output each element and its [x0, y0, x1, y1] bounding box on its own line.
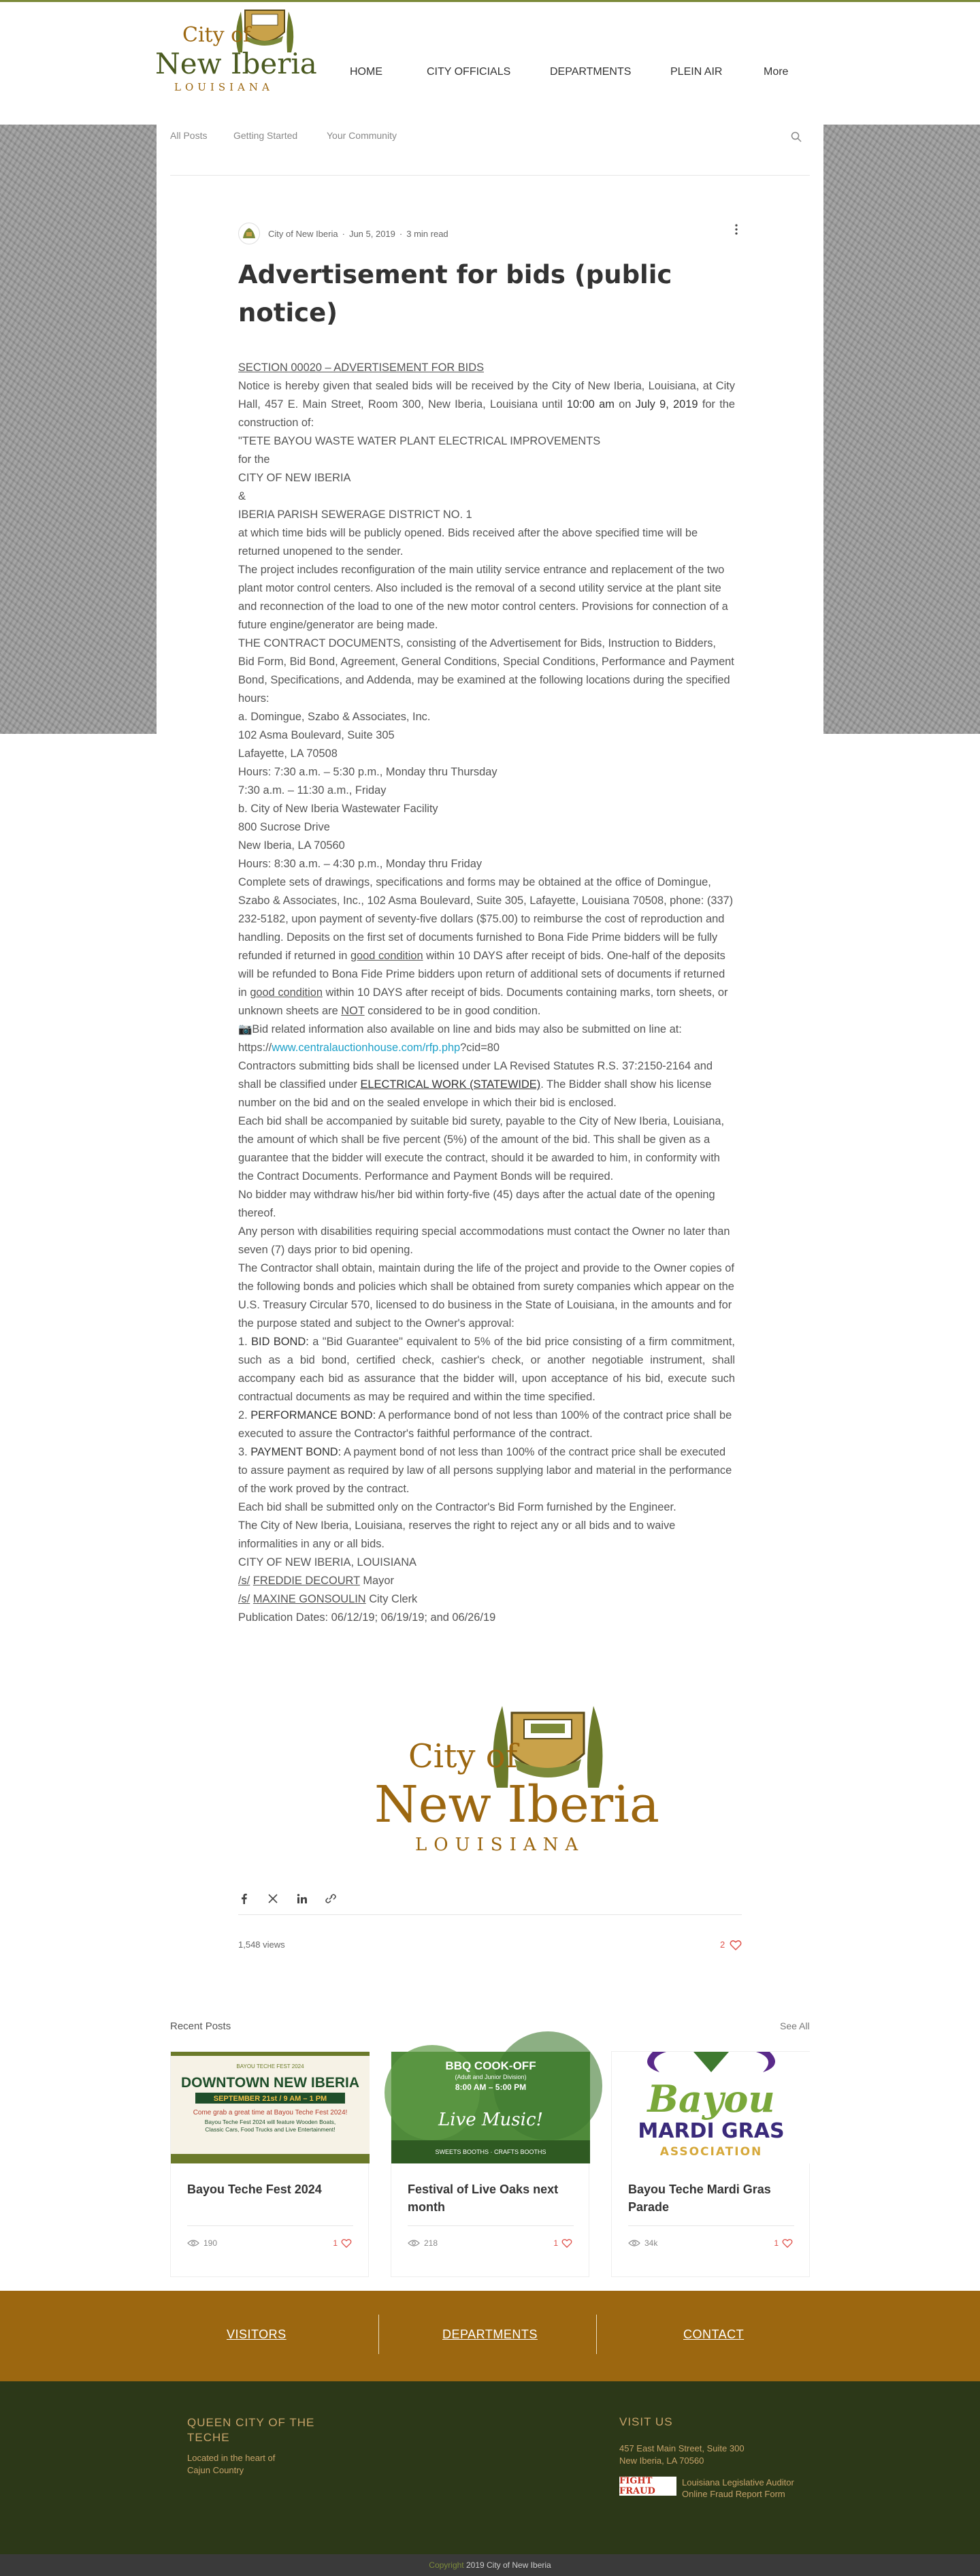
text-line: 800 Sucrose Drive	[238, 821, 330, 833]
nav-plein-air[interactable]: PLEIN AIR	[670, 66, 723, 78]
text-line: New Iberia, LA 70560	[238, 839, 345, 852]
bond-item: 1. BID BOND: a "Bid Guarantee" equivalent to 5% of the bid price consisting of a firm commitment, such as a bid bond, certified check, cashier's check, or another negotiable instrument, shall accompany each bid as assurance that the bidder will, upon acceptance of his bid, execute such contractual documents as may be required and within the time specified.	[238, 1336, 735, 1403]
card-divider	[187, 2225, 353, 2226]
footer-divider	[378, 2315, 379, 2354]
central-auction-link[interactable]: www.centralauctionhouse.com/rfp.php	[272, 1042, 461, 1054]
post-read-time: 3 min read	[406, 228, 448, 239]
post-city-logo	[368, 1692, 659, 1869]
recent-post-card[interactable]	[170, 2051, 369, 2277]
likes-count: 1	[333, 2238, 338, 2248]
logo-name: New Iberia	[155, 47, 317, 80]
paragraph: THE CONTRACT DOCUMENTS, consisting of the Advertisement for Bids, Instruction to Bidders, Bid Form, Bid Bond, Agreement, General Conditions, Special Conditions, Performance and Payment Bond, Specifications, and Addenda, may be examined at the following locations during the specified hours:	[238, 637, 734, 705]
footer-info	[0, 2381, 980, 2554]
meta-separator: ·	[342, 228, 345, 239]
heart-icon[interactable]	[341, 2238, 352, 2248]
x-icon[interactable]	[267, 1893, 278, 1904]
banner-date: 8:00 AM – 5:00 PM	[455, 2082, 527, 2092]
paragraph: Each bid shall be submitted only on the Contractor's Bid Form furnished by the Engineer.	[238, 1501, 676, 1513]
text: /s/	[238, 1575, 250, 1587]
bid-time: 10:00 am	[566, 398, 615, 410]
banner-date: SEPTEMBER 21st / 9 AM – 1 PM	[213, 2095, 327, 2103]
banner-big: BBQ COOK-OFF	[445, 2059, 536, 2072]
text: a "Bid Guarantee" equivalent to 5% of the bid price consisting of a firm commitment, such as a bid bond, certified check, cashier's check, or another negotiable instrument, shall accompany each bid as assurance that the bidder will, upon acceptance of his bid, execute such contractual documents as may be required and within the time specified.	[238, 1336, 735, 1403]
bond-label: BID BOND:	[251, 1336, 309, 1348]
publication-dates: Publication Dates: 06/12/19; 06/19/19; and 06/26/19	[238, 1611, 496, 1624]
eye-icon	[408, 2239, 420, 2247]
paragraph: 📷Bid related information also available on line and bids may also be submitted on line at:	[238, 1023, 682, 1035]
post-author[interactable]: City of New Iberia	[268, 228, 338, 239]
card-title[interactable]: Bayou Teche Mardi Gras Parade	[628, 2183, 771, 2214]
text: on	[614, 398, 636, 410]
text: https://	[238, 1042, 272, 1054]
text-line: Hours: 8:30 a.m. – 4:30 p.m., Monday thru Friday	[238, 858, 483, 870]
banner-mid: MARDI GRAS	[638, 2119, 785, 2143]
footer-auditor-2[interactable]: Online Fraud Report Form	[682, 2489, 785, 2499]
eye-icon	[628, 2239, 640, 2247]
footer-departments-link[interactable]: DEPARTMENTS	[442, 2328, 538, 2341]
text: Contractors submitting bids shall be licensed under LA Revised Statutes R.S. 37:2150-2164 and shall be classified under	[238, 1060, 713, 1091]
banner-tag: Come grab a great time at Bayou Teche Fest 2024!	[193, 2109, 348, 2116]
signature-mayor	[238, 1572, 735, 1590]
card-views	[628, 2238, 657, 2248]
post-views: 1,548 views	[238, 1939, 285, 1950]
text: Notice is hereby given that sealed bids will be received by the City of New Iberia, Louisiana, at City Hall, 457 E. Main Street, Room 300, New Iberia, Louisiana until	[238, 380, 735, 410]
blog-content	[157, 125, 823, 1990]
underlined-text: NOT	[341, 1005, 365, 1017]
see-all-link[interactable]: See All	[780, 2020, 810, 2031]
text-line: a. Domingue, Szabo & Associates, Inc.	[238, 711, 431, 723]
card-likes[interactable]	[553, 2238, 572, 2248]
card-title[interactable]: Bayou Teche Fest 2024	[187, 2183, 322, 2196]
text-line: CITY OF NEW IBERIA	[238, 472, 351, 484]
copyright-label: Copyright	[429, 2560, 464, 2570]
heart-icon[interactable]	[561, 2238, 572, 2248]
card-image	[612, 2052, 811, 2163]
footer-visitors-link[interactable]: VISITORS	[227, 2328, 287, 2341]
blog-nav-all-posts[interactable]: All Posts	[170, 130, 208, 141]
recent-posts-title: Recent Posts	[170, 2020, 231, 2032]
facebook-icon[interactable]	[240, 1893, 249, 1904]
card-views	[408, 2238, 438, 2248]
text: . The Bidder shall show his license number on the bid and on the sealed envelope in which their bid is enclosed.	[238, 1078, 712, 1109]
footer-visit-heading: VISIT US	[619, 2415, 673, 2428]
recent-post-card[interactable]	[611, 2051, 810, 2277]
text: Complete sets of drawings, specifications and forms may be obtained at the office of Domingue, Szabo & Associates, Inc., 102 Asma Boulevard, Suite 305, Lafayette, Louisiana 70508, phone: (337) 232-5182, upon payment of seventy-five dollars ($75.00) to reimburse the cost of reproduction and handling. Deposits on the first set of documents furnished to Bona Fide Prime bidders will be fully refunded if returned in	[238, 876, 734, 962]
clerk-name: MAXINE GONSOULIN	[252, 1593, 366, 1605]
text-line: Lafayette, LA 70508	[238, 747, 338, 760]
paragraph: Each bid shall be accompanied by suitable bid surety, payable to the City of New Iberia, Louisiana, the amount of which shall be five percent (5%) of the amount of the bid. This shall be given as a guarantee that the bidder will execute the contract, should it be awarded to him, in conformity with the Contract Documents. Performance and Payment Bonds will be required.	[238, 1115, 725, 1182]
bid-date: July 9, 2019	[635, 398, 698, 410]
banner-small: BAYOU TECHE FEST 2024	[236, 2063, 304, 2070]
text: /s/	[238, 1593, 250, 1605]
paragraph	[238, 377, 735, 432]
likes-count: 1	[774, 2238, 779, 2248]
logo-state: LOUISIANA	[415, 1835, 585, 1855]
text: within 10 DAYS after receipt of bids. One-half of the deposits will be refunded to Bona Fide Prime bidders upon return of additional sets of documents if returned in	[238, 950, 725, 999]
banner-big: Bayou	[647, 2077, 775, 2121]
eye-icon	[187, 2239, 199, 2247]
bond-item: 3. PAYMENT BOND: A payment bond of not less than 100% of the contract price shall be executed to assure payment as required by law of all persons supplying labor and material in the performance of the work proved by the contract.	[238, 1446, 732, 1495]
text: A payment bond of not less than 100% of the contract price shall be executed to assure payment as required by law of all persons supplying labor and material in the performance of the work proved by the contract.	[238, 1446, 732, 1495]
bond-item: 2. PERFORMANCE BOND: A performance bond of not less than 100% of the contract price shall be executed to assure the Contractor's faithful performance of the contract.	[238, 1409, 732, 1440]
text: within 10 DAYS after receipt of bids. Documents containing marks, torn sheets, or unknown sheets are	[238, 986, 728, 1017]
text: ?cid=80	[460, 1042, 500, 1054]
card-title[interactable]: Festival of Live Oaks next month	[408, 2183, 559, 2214]
blog-nav-your-community[interactable]: Your Community	[327, 130, 397, 141]
copyright-text: 2019 City of New Iberia	[463, 2560, 551, 2570]
banner-small: (Adult and Junior Division)	[455, 2074, 527, 2080]
share-bar	[238, 1888, 742, 1915]
likes-count: 1	[553, 2238, 558, 2248]
banner-small: ASSOCIATION	[659, 2145, 763, 2159]
text: for the construction of:	[238, 398, 736, 429]
linkedin-icon[interactable]	[297, 1893, 308, 1904]
views-count: 34k	[644, 2238, 658, 2248]
paragraph: at which time bids will be publicly opened. Bids received after the above specified time will be returned unopened to the sender.	[238, 527, 698, 558]
paragraph: Any person with disabilities requiring special accommodations must contact the Owner no later than seven (7) days prior to bid opening.	[238, 1225, 730, 1256]
footer-address-2: New Iberia, LA 70560	[619, 2456, 704, 2466]
paragraph: The project includes reconfiguration of the main utility service entrance and replacement of the two plant motor control centers. Also included is the removal of a second utility service at the plant site and reconnection of the load to one of the new motor control centers. Provisions for connection of a future engine/generator are being made.	[238, 564, 728, 631]
paragraph: The Contractor shall obtain, maintain during the life of the project and provide to the Owner copies of the following bonds and policies which shall be obtained from surety companies which appear on the U.S. Treasury Circular 570, licensed to do business in the State of Louisiana, in the amounts and for the purpose stated and subject to the Owner's approval:	[238, 1262, 734, 1330]
underlined-text: good condition	[350, 950, 423, 962]
signature-city: CITY OF NEW IBERIA, LOUISIANA	[238, 1556, 416, 1568]
heart-icon[interactable]	[782, 2238, 793, 2248]
card-views	[187, 2238, 217, 2248]
views-count: 218	[424, 2238, 438, 2248]
footer-copyright	[0, 2554, 980, 2576]
logo-name: New Iberia	[374, 1775, 659, 1834]
banner-big: DOWNTOWN NEW IBERIA	[180, 2075, 360, 2091]
heart-icon[interactable]	[730, 1939, 742, 1950]
paragraph: No bidder may withdraw his/her bid within forty-five (45) days after the actual date of the opening thereof.	[238, 1189, 715, 1219]
bond-label: PAYMENT BOND:	[250, 1446, 342, 1458]
nav-city-officials[interactable]: CITY OFFICIALS	[427, 66, 511, 78]
section-heading: SECTION 00020 – ADVERTISEMENT FOR BIDS	[238, 361, 485, 374]
text-line: b. City of New Iberia Wastewater Facility	[238, 803, 438, 815]
text-line: &	[238, 490, 246, 502]
card-image	[171, 2052, 370, 2163]
signature-clerk	[238, 1590, 735, 1609]
site-header	[0, 2, 980, 125]
text-line: IBERIA PARISH SEWERAGE DISTRICT NO. 1	[238, 509, 472, 521]
post-date: Jun 5, 2019	[348, 228, 395, 239]
project-name: "TETE BAYOU WASTE WATER PLANT ELECTRICAL IMPROVEMENTS	[238, 435, 601, 447]
blog-category-nav	[170, 125, 810, 176]
paragraph	[238, 1057, 735, 1112]
text-line: Hours: 7:30 a.m. – 5:30 p.m., Monday thru Thursday	[238, 766, 497, 778]
paragraph: The City of New Iberia, Louisiana, reserves the right to reject any or all bids and to waive informalities in any or all bids.	[238, 1519, 676, 1550]
text: Mayor	[359, 1575, 394, 1587]
fight-fraud-text: FIGHT FRAUD	[619, 2476, 655, 2496]
fight-fraud-badge[interactable]	[619, 2477, 676, 2496]
footer-located: Located in the heart of Cajun Country	[187, 2453, 276, 2475]
nav-home[interactable]: HOME	[350, 66, 382, 78]
banner-tag: Live Music!	[438, 2110, 543, 2130]
post-meta	[238, 220, 448, 247]
post-body	[238, 359, 735, 1627]
text-line: for the	[238, 453, 270, 466]
post-stats	[238, 1935, 742, 1956]
site-logo[interactable]	[155, 2, 317, 104]
card-divider	[408, 2225, 574, 2226]
footer-address-1: 457 East Main Street, Suite 300	[619, 2443, 745, 2453]
text: A performance bond of not less than 100% of the contract price shall be executed to assure the Contractor's faithful performance of the contract.	[238, 1409, 732, 1440]
logo-city-of: City of	[408, 1737, 518, 1775]
text: City Clerk	[365, 1593, 418, 1605]
card-image	[391, 2052, 590, 2163]
link-icon[interactable]	[325, 1893, 337, 1904]
blog-nav-getting-started[interactable]: Getting Started	[233, 130, 298, 141]
logo-state: LOUISIANA	[174, 81, 274, 93]
card-likes[interactable]	[774, 2238, 793, 2248]
recent-post-card[interactable]	[391, 2051, 589, 2277]
footer-divider	[596, 2315, 597, 2354]
card-divider	[628, 2225, 794, 2226]
underlined-text: good condition	[250, 986, 323, 999]
footer-contact-link[interactable]: CONTACT	[683, 2328, 745, 2341]
nav-more[interactable]: More	[764, 66, 789, 78]
card-likes[interactable]	[333, 2238, 352, 2248]
views-count: 190	[203, 2238, 218, 2248]
bond-label: PERFORMANCE BOND:	[250, 1409, 376, 1421]
search-icon[interactable]	[791, 131, 802, 142]
nav-departments[interactable]: DEPARTMENTS	[550, 66, 632, 78]
bid-url	[238, 1039, 735, 1057]
footer-queen-heading: QUEEN CITY OF THE TECHE	[187, 2416, 315, 2444]
author-avatar[interactable]	[238, 223, 260, 244]
text-line: 7:30 a.m. – 11:30 a.m., Friday	[238, 784, 387, 796]
post-likes: 2	[720, 1939, 725, 1950]
post-title: Advertisement for bids (public notice)	[238, 260, 672, 327]
mayor-name: FREDDIE DECOURT	[252, 1575, 360, 1587]
paragraph	[238, 873, 735, 1020]
text-line: 102 Asma Boulevard, Suite 305	[238, 729, 395, 741]
banner-text: SWEETS BOOTHS · CRAFTS BOOTHS	[435, 2148, 546, 2155]
footer-links-band	[0, 2291, 980, 2381]
classification: ELECTRICAL WORK (STATEWIDE)	[360, 1078, 541, 1091]
footer-auditor-1[interactable]: Louisiana Legislative Auditor	[682, 2477, 794, 2488]
meta-separator: ·	[399, 228, 403, 239]
text: considered to be in good condition.	[364, 1005, 541, 1017]
banner-text: Bayou Teche Fest 2024 will feature Wooden Boats, Classic Cars, Food Trucks and Live Entertainment!	[204, 2119, 336, 2133]
kebab-menu-icon[interactable]	[730, 220, 743, 239]
logo-city-of: City of	[182, 23, 251, 47]
